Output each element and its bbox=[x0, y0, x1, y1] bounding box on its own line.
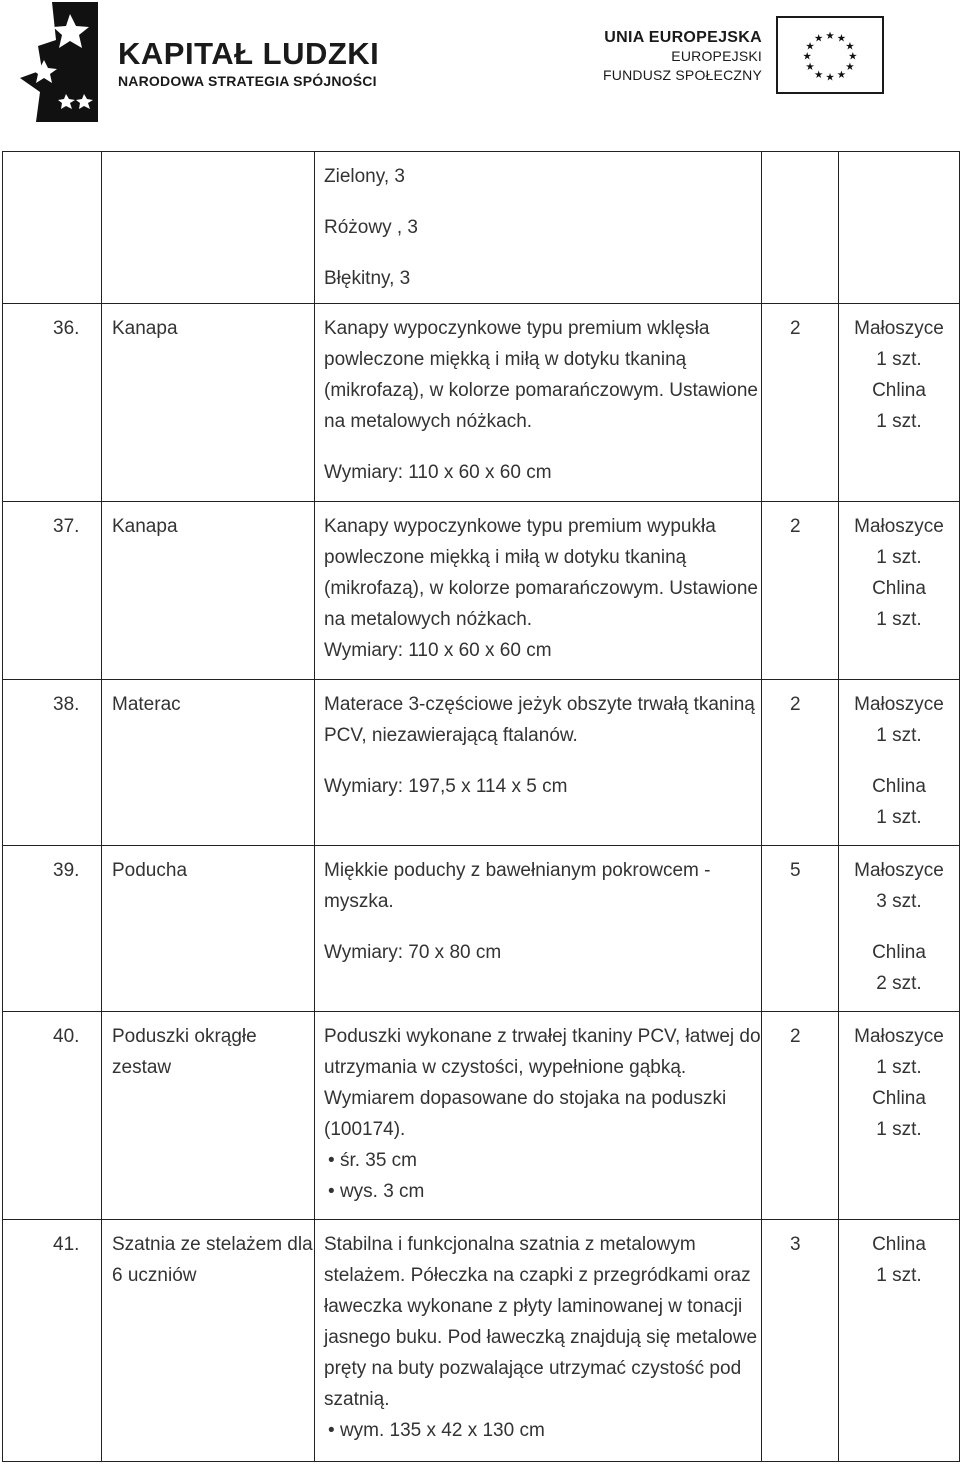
bullet-text: wym. 135 x 42 x 130 cm bbox=[339, 1420, 545, 1441]
item-description bbox=[315, 846, 761, 976]
eu-line-1: EUROPEJSKI bbox=[671, 48, 762, 64]
item-quantity: 2 bbox=[790, 318, 801, 339]
table-row bbox=[3, 304, 960, 502]
items-table bbox=[2, 151, 960, 1462]
item-description bbox=[315, 304, 761, 496]
item-locations bbox=[839, 846, 959, 999]
desc-text: Miękkie poduchy z bawełnianym pokrowcem - myszka. bbox=[324, 860, 711, 912]
desc-text: Kanapy wypoczynkowe typu premium wklęsła powleczone miękką i miłą w dotyku tkaniną (mikrofazą), w kolorze pomarańczowym. Ustawione na metalowych nóżkach. bbox=[324, 318, 758, 432]
item-quantity: 3 bbox=[790, 1234, 801, 1255]
bullet-item: • wym. 135 x 42 x 130 cm bbox=[328, 1420, 545, 1441]
svg-text:★: ★ bbox=[825, 71, 835, 84]
item-dimensions: Wymiary: 70 x 80 cm bbox=[324, 942, 502, 963]
desc-cell bbox=[315, 152, 762, 304]
location-name: Chlina bbox=[872, 1088, 926, 1109]
location-count: 1 szt. bbox=[876, 807, 922, 828]
item-description bbox=[315, 680, 761, 810]
item-number: 39. bbox=[53, 860, 80, 881]
item-number: 37. bbox=[53, 516, 80, 537]
location-count: 1 szt. bbox=[876, 1265, 922, 1286]
item-locations bbox=[839, 1012, 959, 1145]
svg-text:★: ★ bbox=[836, 68, 847, 81]
item-name: Poduszki okrągłe zestaw bbox=[112, 1026, 257, 1078]
desc-text: Poduszki wykonane z trwałej tkaniny PCV, łatwej do utrzymania w czystości, wypełnione gąbką. Wymiarem dopasowane do stojaka na poduszki (100174). bbox=[324, 1026, 761, 1140]
item-dimensions: Wymiary: 110 x 60 x 60 cm bbox=[324, 462, 552, 483]
eu-flag-icon bbox=[776, 16, 884, 94]
item-dimensions: Wymiary: 110 x 60 x 60 cm bbox=[324, 640, 552, 661]
item-quantity: 5 bbox=[790, 860, 801, 881]
eu-logo-text bbox=[603, 28, 762, 85]
table-row bbox=[3, 680, 960, 846]
location-name: Chlina bbox=[872, 578, 926, 599]
location-name: Małoszyce bbox=[854, 1026, 944, 1047]
svg-text:★: ★ bbox=[813, 32, 824, 45]
location-name: Chlina bbox=[872, 1234, 926, 1255]
location-count: 2 szt. bbox=[876, 973, 922, 994]
item-dimensions: Wymiary: 197,5 x 114 x 5 cm bbox=[324, 776, 568, 797]
item-quantity: 2 bbox=[790, 516, 801, 537]
kapital-ludzki-logo bbox=[18, 0, 98, 122]
location-count: 1 szt. bbox=[876, 1057, 922, 1078]
item-quantity: 2 bbox=[790, 694, 801, 715]
item-name: Szatnia ze stelażem dla 6 uczniów bbox=[112, 1234, 313, 1286]
item-locations bbox=[839, 680, 959, 833]
item-name: Kanapa bbox=[112, 318, 178, 339]
page-header bbox=[0, 0, 960, 130]
svg-text:★: ★ bbox=[805, 61, 815, 74]
color-list bbox=[315, 152, 761, 302]
table-row bbox=[3, 1220, 960, 1462]
desc-text: Materace 3-częściowe jeżyk obszyte trwałą tkaniną PCV, niezawierającą ftalanów. bbox=[324, 694, 755, 746]
item-name: Kanapa bbox=[112, 516, 178, 537]
location-name: Małoszyce bbox=[854, 860, 944, 881]
no-cell bbox=[3, 152, 102, 304]
table-row bbox=[3, 502, 960, 680]
loc-cell bbox=[839, 152, 960, 304]
svg-text:★: ★ bbox=[802, 50, 812, 63]
item-locations bbox=[839, 1220, 959, 1291]
color-item: Błękitny, 3 bbox=[324, 268, 411, 289]
item-locations bbox=[839, 304, 959, 437]
svg-text:★: ★ bbox=[825, 29, 835, 42]
desc-text: Kanapy wypoczynkowe typu premium wypukła powleczone miękką i miłą w dotyku tkaniną (mikrofazą), w kolorze pomarańczowym. Ustawione na metalowych nóżkach. bbox=[324, 516, 758, 630]
location-count: 1 szt. bbox=[876, 411, 922, 432]
eu-title: UNIA EUROPEJSKA bbox=[604, 29, 762, 46]
svg-text:★: ★ bbox=[813, 68, 824, 81]
bullet-item: • śr. 35 cm bbox=[328, 1150, 418, 1171]
svg-text:★: ★ bbox=[845, 61, 855, 74]
location-name: Małoszyce bbox=[854, 318, 944, 339]
location-count: 1 szt. bbox=[876, 349, 922, 370]
item-number: 36. bbox=[53, 318, 80, 339]
svg-text:★: ★ bbox=[836, 32, 847, 45]
location-name: Chlina bbox=[872, 380, 926, 401]
color-item: Zielony, 3 bbox=[324, 166, 405, 187]
item-name: Poducha bbox=[112, 860, 188, 881]
item-number: 38. bbox=[53, 694, 80, 715]
desc-text: Stabilna i funkcjonalna szatnia z metalowym stelażem. Półeczka na czapki z przegródkami oraz ławeczka wykonane z płyty laminowanej w tonacji jasnego buku. Pod ławeczką znajdują się metalowe pręty na buty pozwalające utrzymać czystość pod szatnią. bbox=[324, 1234, 758, 1410]
svg-text:★: ★ bbox=[845, 40, 855, 53]
table-row-continuation bbox=[3, 152, 960, 304]
location-name: Chlina bbox=[872, 942, 926, 963]
location-name: Chlina bbox=[872, 776, 926, 797]
name-cell bbox=[102, 152, 315, 304]
item-description bbox=[315, 1220, 761, 1454]
svg-text:★: ★ bbox=[805, 40, 815, 53]
item-quantity: 2 bbox=[790, 1026, 801, 1047]
qty-cell bbox=[762, 152, 839, 304]
item-name: Materac bbox=[112, 694, 181, 715]
location-name: Małoszyce bbox=[854, 516, 944, 537]
location-count: 1 szt. bbox=[876, 547, 922, 568]
bullet-text: wys. 3 cm bbox=[339, 1181, 425, 1202]
color-item: Różowy , 3 bbox=[324, 217, 418, 238]
location-count: 3 szt. bbox=[876, 891, 922, 912]
location-count: 1 szt. bbox=[876, 609, 922, 630]
item-number: 40. bbox=[53, 1026, 80, 1047]
location-count: 1 szt. bbox=[876, 1119, 922, 1140]
location-count: 1 szt. bbox=[876, 725, 922, 746]
eu-line-2: FUNDUSZ SPOŁECZNY bbox=[603, 67, 762, 83]
item-locations bbox=[839, 502, 959, 635]
item-description bbox=[315, 502, 761, 674]
item-description bbox=[315, 1012, 761, 1215]
kapital-ludzki-subtitle: NARODOWA STRATEGIA SPÓJNOŚCI bbox=[118, 73, 377, 89]
svg-text:★: ★ bbox=[848, 50, 858, 63]
item-number: 41. bbox=[53, 1234, 80, 1255]
bullet-text: śr. 35 cm bbox=[339, 1150, 418, 1171]
location-name: Małoszyce bbox=[854, 694, 944, 715]
table-row bbox=[3, 846, 960, 1012]
table-row bbox=[3, 1012, 960, 1220]
bullet-item: • wys. 3 cm bbox=[328, 1181, 425, 1202]
kapital-ludzki-title: KAPITAŁ LUDZKI bbox=[118, 36, 380, 71]
